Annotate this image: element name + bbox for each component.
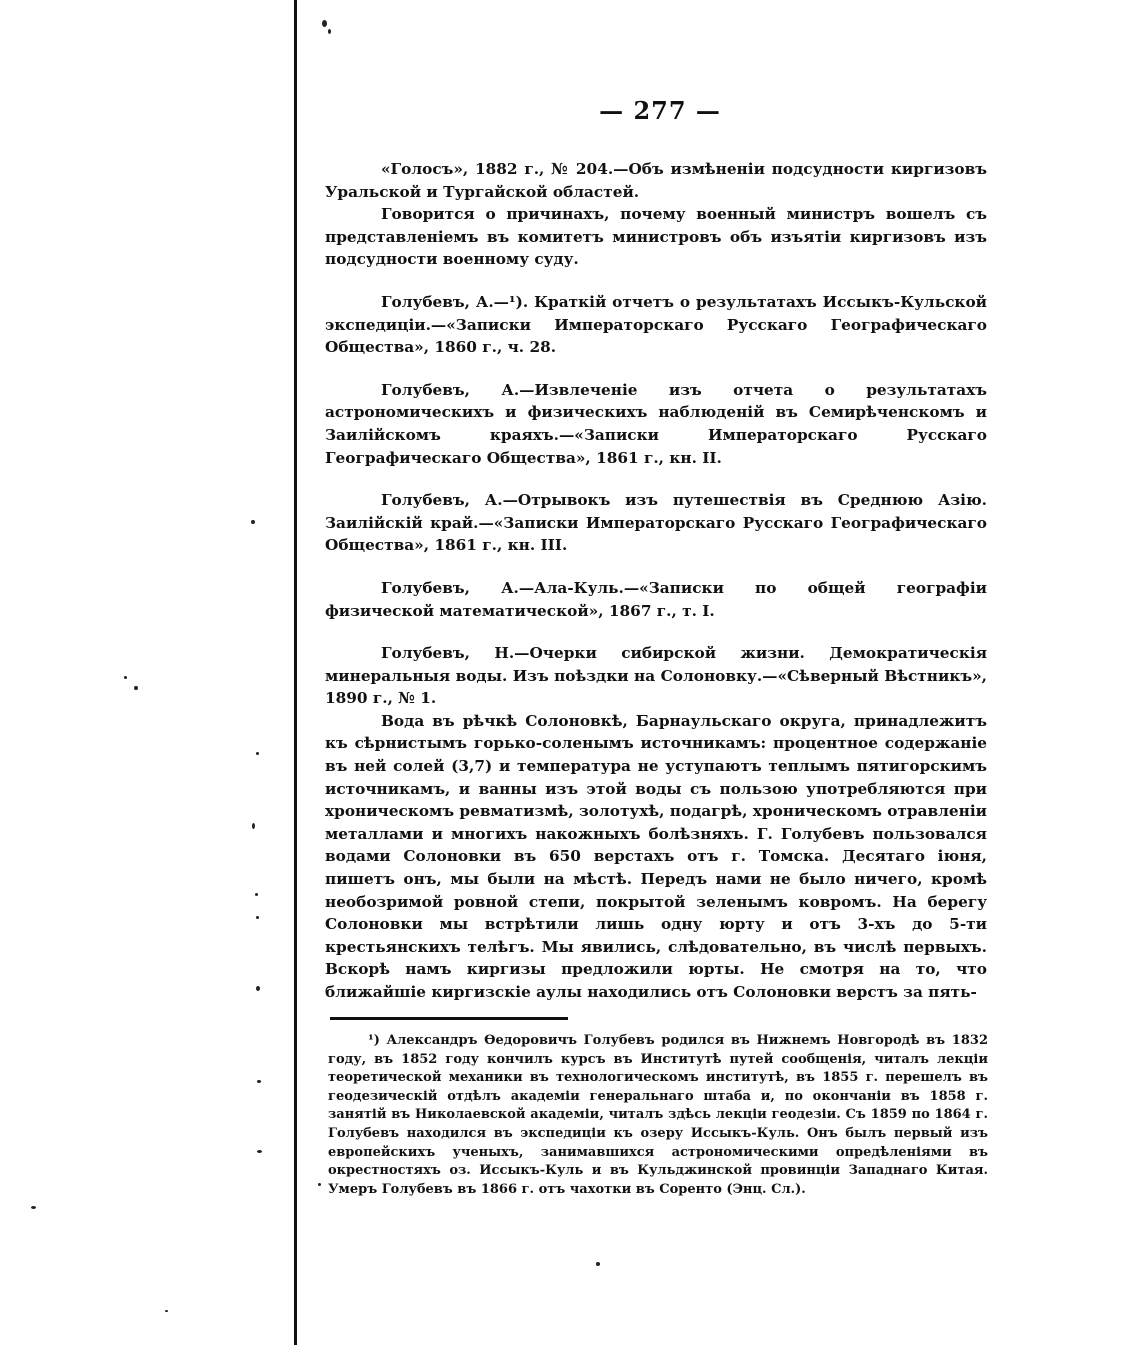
scan-speck (256, 916, 259, 919)
scan-speck (124, 676, 127, 679)
entry-golubev-siberia-summary: Вода въ рѣчкѣ Солоновкѣ, Барнаульскаго округа, принадлежитъ къ сѣрнистымъ горько-соленымъ источникамъ: процентное содержаніе въ ней солей (3,7) и температура не уступаютъ теплымъ пятигорскимъ источникамъ, и ванны изъ этой воды съ пользою употребляются при хроническомъ ревматизмѣ, золотухѣ, подагрѣ, хроническомъ отравленіи металлами и многихъ накожныхъ болѣзняхъ. Г. Голубевъ пользовался водами Солоновки въ 650 верстахъ отъ г. Томска. Десятаго іюня, пишетъ онъ, мы были на мѣстѣ. Передъ нами не было ничего, кромѣ необозримой ровной степи, покрытой зеленымъ ковромъ. На берегу Солоновки мы встрѣтили лишь одну юрту и отъ 3-хъ до 5-ти крестьянскихъ телѣгъ. Мы явились, слѣдовательно, въ числѣ первыхъ. Вскорѣ намъ киргизы предложили юрты. Не смотря на то, что ближайшіе киргизскіе аулы находились отъ Солоновки верстъ за пять- (325, 711, 987, 1001)
scan-speck (257, 1150, 262, 1153)
entry-golos (325, 158, 987, 271)
page-binding-rule (294, 0, 297, 1345)
entry-golubev-ala-kul-citation: Голубевъ, А.—Ала-Куль.—«Записки по общей географіи физической математической», 1867 г., т. I. (325, 578, 987, 620)
scan-speck (165, 1310, 168, 1312)
footnote: ¹) Александръ Ѳедоровичъ Голубевъ родился въ Нижнемъ Новгородѣ въ 1832 году, въ 1852 году кончилъ курсъ въ Институтѣ путей сообщенія, читалъ лекціи теоретической механики въ технологическомъ институтѣ, въ 1855 г. перешелъ въ геодезическій отдѣлъ академіи генеральнаго штаба и, по окончаніи въ 1858 г. занятій въ Николаевской академіи, читалъ здѣсь лекціи геодезіи. Съ 1859 по 1864 г. Голубевъ находился въ экспедиціи къ озеру Иссыкъ-Куль. Онъ былъ первый изъ европейскихъ ученыхъ, занимавшихся астрономическими опредѣленіями въ окрестностяхъ оз. Иссыкъ-Куль и въ Кульджинской провинціи Западнаго Китая. Умеръ Голубевъ въ 1866 г. отъ чахотки въ Соренто (Энц. Сл.). (328, 1033, 988, 1197)
scan-speck (256, 986, 260, 991)
scan-speck (31, 1206, 36, 1209)
scan-speck (318, 1183, 321, 1186)
entry-golubev-ala-kul (325, 577, 987, 622)
scan-speck (596, 1262, 600, 1266)
entry-golubev-siberia-citation: Голубевъ, Н.—Очерки сибирской жизни. Демократическія минеральныя воды. Изъ поѣздки на Солоновку.—«Сѣверный Вѣстникъ», 1890 г., № 1. (325, 644, 987, 708)
scan-speck (255, 893, 258, 896)
scan-speck (134, 686, 138, 690)
entry-golos-citation: «Голосъ», 1882 г., № 204.—Объ измѣненіи подсудности киргизовъ Уральской и Тургайской областей. (325, 160, 987, 201)
scan-speck (257, 1080, 261, 1083)
entry-golos-summary: Говорится о причинахъ, почему военный министръ вошелъ съ представленіемъ въ комитетъ министровъ объ изъятіи киргизовъ изъ подсудности военному суду. (325, 205, 987, 269)
scan-speck (322, 20, 327, 27)
scan-speck (328, 29, 331, 34)
footnote-separator (330, 1017, 568, 1020)
scan-speck (256, 752, 259, 755)
entry-golubev-issyk-kul (325, 291, 987, 359)
entry-golubev-travel (325, 489, 987, 557)
scan-speck (251, 520, 255, 524)
bibliography-entries (325, 158, 987, 1024)
scan-speck (252, 823, 255, 829)
entry-golubev-issyk-kul-citation: Голубевъ, А.—¹). Краткій отчетъ о результатахъ Иссыкъ-Кульской экспедиціи.—«Записки Императорскаго Русскаго Географическаго Общества», 1860 г., ч. 28. (325, 292, 987, 357)
entry-golubev-astronomy (325, 379, 987, 469)
entry-golubev-travel-citation: Голубевъ, А.—Отрывокъ изъ путешествія въ Среднюю Азію. Заилійскій край.—«Записки Императорскаго Русскаго Географическаго Общества», 1861 г., кн. III. (325, 491, 987, 555)
page-number: — 277 — (599, 96, 721, 125)
entry-golubev-siberia (325, 642, 987, 1004)
entry-golubev-astronomy-citation: Голубевъ, А.—Извлеченіе изъ отчета о результатахъ астрономическихъ и физическихъ наблюденій въ Семирѣченскомъ и Заилійскомъ краяхъ.—«Записки Императорскаго Русскаго Географическаго Общества», 1861 г., кн. II. (325, 380, 987, 467)
